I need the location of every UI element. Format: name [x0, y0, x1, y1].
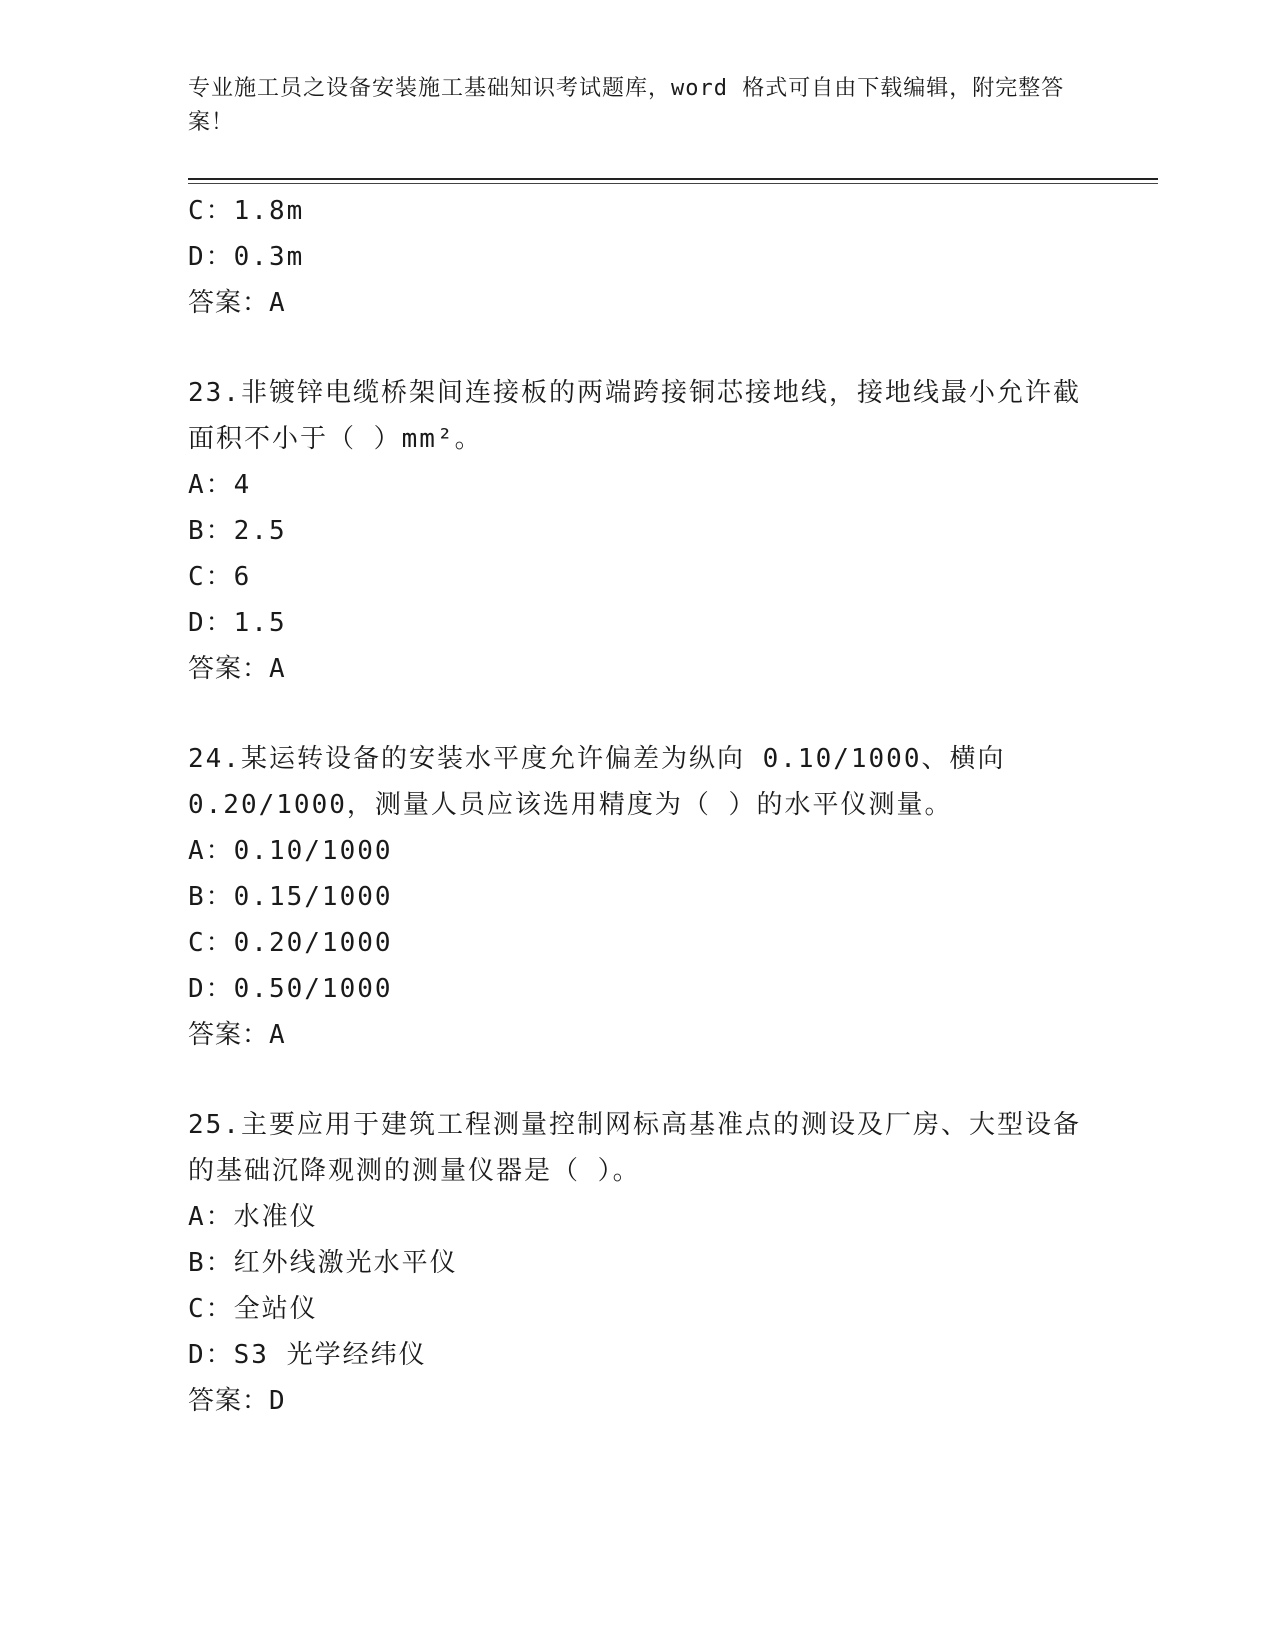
option-c: C：0.20/1000	[188, 928, 393, 958]
option-a: A：水准仪	[188, 1202, 318, 1232]
answer-line: 答案：A	[188, 288, 286, 318]
question-23	[188, 370, 1088, 692]
answer-line: 答案：A	[188, 1020, 286, 1050]
option-b: B：红外线激光水平仪	[188, 1248, 458, 1278]
question-text: 25.主要应用于建筑工程测量控制网标高基准点的测设及厂房、大型设备的基础沉降观测的测量仪器是（ ）。	[188, 1110, 1081, 1186]
option-d: D：0.50/1000	[188, 974, 393, 1004]
document-header: 专业施工员之设备安装施工基础知识考试题库，word 格式可自由下载编辑，附完整答案！	[188, 76, 1065, 135]
answer-line: 答案：D	[188, 1386, 286, 1416]
option-d: D：1.5	[188, 608, 287, 638]
question-text: 24.某运转设备的安装水平度允许偏差为纵向 0.10/1000、横向0.20/1000，测量人员应该选用精度为（ ）的水平仪测量。	[188, 744, 1006, 820]
option-d: D：S3 光学经纬仪	[188, 1340, 427, 1370]
option-c: C：全站仪	[188, 1294, 318, 1324]
question-text: 23.非镀锌电缆桥架间连接板的两端跨接铜芯接地线，接地线最小允许截面积不小于（ ）mm²。	[188, 378, 1081, 454]
option-b: B：2.5	[188, 516, 287, 546]
answer-line: 答案：A	[188, 654, 286, 684]
option-b: B：0.15/1000	[188, 882, 393, 912]
question-22-fragment	[188, 188, 1088, 326]
option-c: C：6	[188, 562, 252, 592]
option-a: A：4	[188, 470, 252, 500]
header-divider-thick	[188, 178, 1158, 180]
question-24	[188, 736, 1088, 1058]
header-divider-thin	[188, 183, 1158, 184]
question-25	[188, 1102, 1088, 1424]
option-a: A：0.10/1000	[188, 836, 393, 866]
option-d: D：0.3m	[188, 242, 305, 272]
question-list	[188, 188, 1088, 1424]
option-c: C：1.8m	[188, 196, 305, 226]
